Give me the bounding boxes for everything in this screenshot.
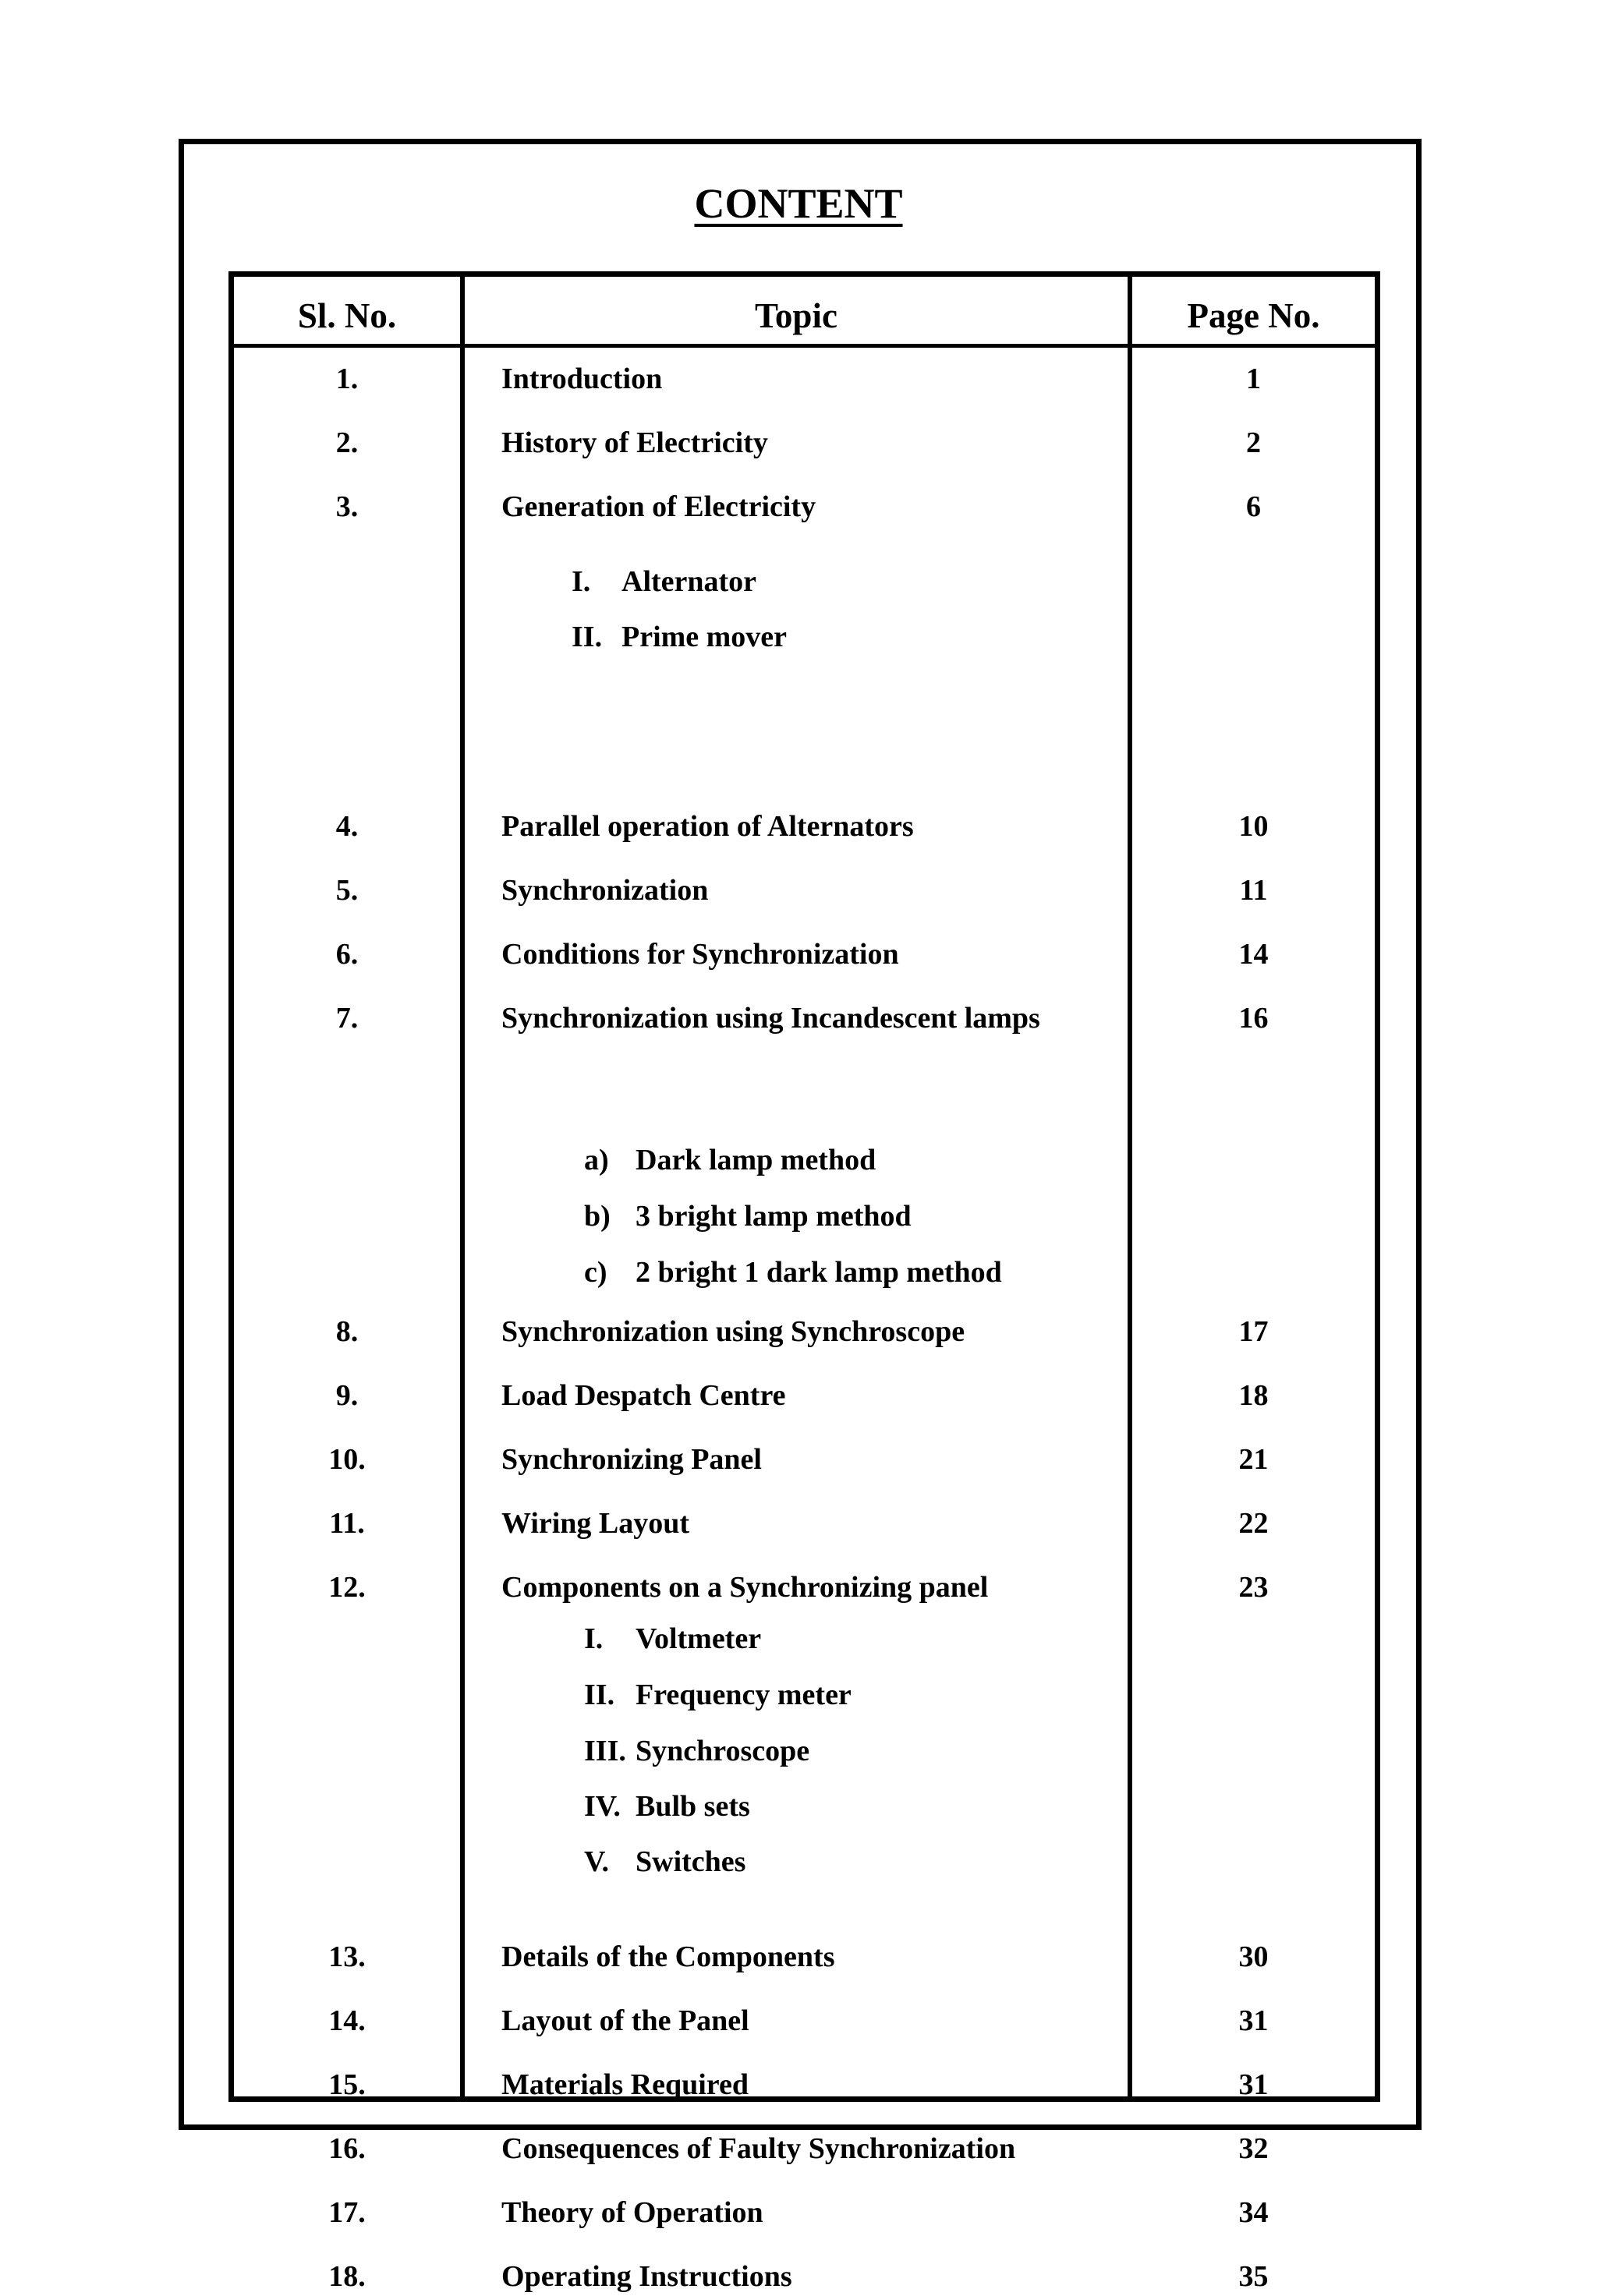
row-sl-no: 1. <box>335 363 359 395</box>
row-page-no: 22 <box>1238 1507 1269 1540</box>
row-sl-no: 6. <box>335 938 359 971</box>
row-sl-no: 14. <box>328 2004 366 2037</box>
row-topic: Generation of Electricity <box>501 490 816 523</box>
row-sl-no: 18. <box>328 2260 366 2293</box>
row-page-no: 21 <box>1238 1443 1269 1476</box>
row-topic: Load Despatch Centre <box>501 1379 786 1412</box>
column-divider-1 <box>460 277 465 2096</box>
subtopic-text: Voltmeter <box>636 1622 762 1655</box>
row-sl-no: 12. <box>328 1571 366 1604</box>
row-page-no: 14 <box>1238 938 1269 971</box>
subtopic-marker: II. <box>572 621 603 653</box>
subtopic-marker: V. <box>584 1845 610 1878</box>
row-sl-no: 5. <box>335 874 359 907</box>
row-page-no: 17 <box>1238 1315 1269 1348</box>
page-title: CONTENT <box>694 180 903 227</box>
row-page-no: 31 <box>1238 2068 1269 2101</box>
subtopic-text: Bulb sets <box>636 1790 750 1823</box>
row-page-no: 35 <box>1238 2260 1269 2293</box>
row-page-no: 10 <box>1238 810 1269 843</box>
row-sl-no: 8. <box>335 1315 359 1348</box>
row-sl-no: 2. <box>335 426 359 459</box>
subtopic-marker: I. <box>584 1622 604 1655</box>
subtopic-marker: a) <box>584 1144 609 1176</box>
subtopic-text: Synchroscope <box>636 1735 810 1767</box>
row-topic: Theory of Operation <box>501 2196 763 2229</box>
subtopic-marker: IV. <box>584 1790 621 1823</box>
row-page-no: 2 <box>1246 426 1261 459</box>
row-topic: Consequences of Faulty Synchronization <box>501 2132 1016 2165</box>
row-page-no: 16 <box>1238 1002 1269 1035</box>
row-topic: Synchronization using Incandescent lamps <box>501 1002 1040 1035</box>
row-sl-no: 15. <box>328 2068 366 2101</box>
row-sl-no: 11. <box>329 1507 365 1540</box>
row-topic: Layout of the Panel <box>501 2004 749 2037</box>
subtopic-marker: II. <box>584 1679 615 1711</box>
column-divider-2 <box>1128 277 1132 2096</box>
header-page-no: Page No. <box>1187 296 1320 335</box>
row-topic: History of Electricity <box>501 426 768 459</box>
row-topic: Materials Required <box>501 2068 749 2101</box>
row-sl-no: 10. <box>328 1443 366 1476</box>
row-page-no: 6 <box>1246 490 1261 523</box>
subtopic-text: 2 bright 1 dark lamp method <box>636 1256 1002 1289</box>
row-topic: Operating Instructions <box>501 2260 792 2293</box>
row-topic: Components on a Synchronizing panel <box>501 1571 989 1604</box>
header-divider <box>234 344 1375 348</box>
row-topic: Wiring Layout <box>501 1507 690 1540</box>
subtopic-marker: III. <box>584 1735 626 1767</box>
row-sl-no: 3. <box>335 490 359 523</box>
row-page-no: 1 <box>1246 363 1261 395</box>
row-page-no: 18 <box>1238 1379 1269 1412</box>
row-page-no: 31 <box>1238 2004 1269 2037</box>
row-sl-no: 17. <box>328 2196 366 2229</box>
row-sl-no: 4. <box>335 810 359 843</box>
subtopic-text: Switches <box>636 1845 746 1878</box>
row-page-no: 23 <box>1238 1571 1269 1604</box>
row-page-no: 34 <box>1238 2196 1269 2229</box>
row-topic: Parallel operation of Alternators <box>501 810 914 843</box>
row-page-no: 30 <box>1238 1940 1269 1973</box>
subtopic-marker: I. <box>572 565 591 598</box>
row-sl-no: 16. <box>328 2132 366 2165</box>
row-topic: Details of the Components <box>501 1940 835 1973</box>
row-page-no: 11 <box>1239 874 1268 907</box>
row-topic: Introduction <box>501 363 663 395</box>
row-topic: Synchronizing Panel <box>501 1443 762 1476</box>
subtopic-text: Prime mover <box>621 621 788 653</box>
row-sl-no: 7. <box>335 1002 359 1035</box>
subtopic-marker: c) <box>584 1256 607 1289</box>
row-topic: Synchronization using Synchroscope <box>501 1315 965 1348</box>
row-sl-no: 9. <box>335 1379 359 1412</box>
row-sl-no: 13. <box>328 1940 366 1973</box>
subtopic-text: Frequency meter <box>636 1679 852 1711</box>
header-topic: Topic <box>755 296 837 335</box>
row-page-no: 32 <box>1238 2132 1269 2165</box>
subtopic-text: Alternator <box>621 565 757 598</box>
row-topic: Synchronization <box>501 874 709 907</box>
row-topic: Conditions for Synchronization <box>501 938 899 971</box>
subtopic-text: 3 bright lamp method <box>636 1200 912 1233</box>
header-sl-no: Sl. No. <box>297 296 397 335</box>
subtopic-text: Dark lamp method <box>636 1144 876 1176</box>
contents-table <box>228 271 1380 2293</box>
subtopic-marker: b) <box>584 1200 611 1233</box>
